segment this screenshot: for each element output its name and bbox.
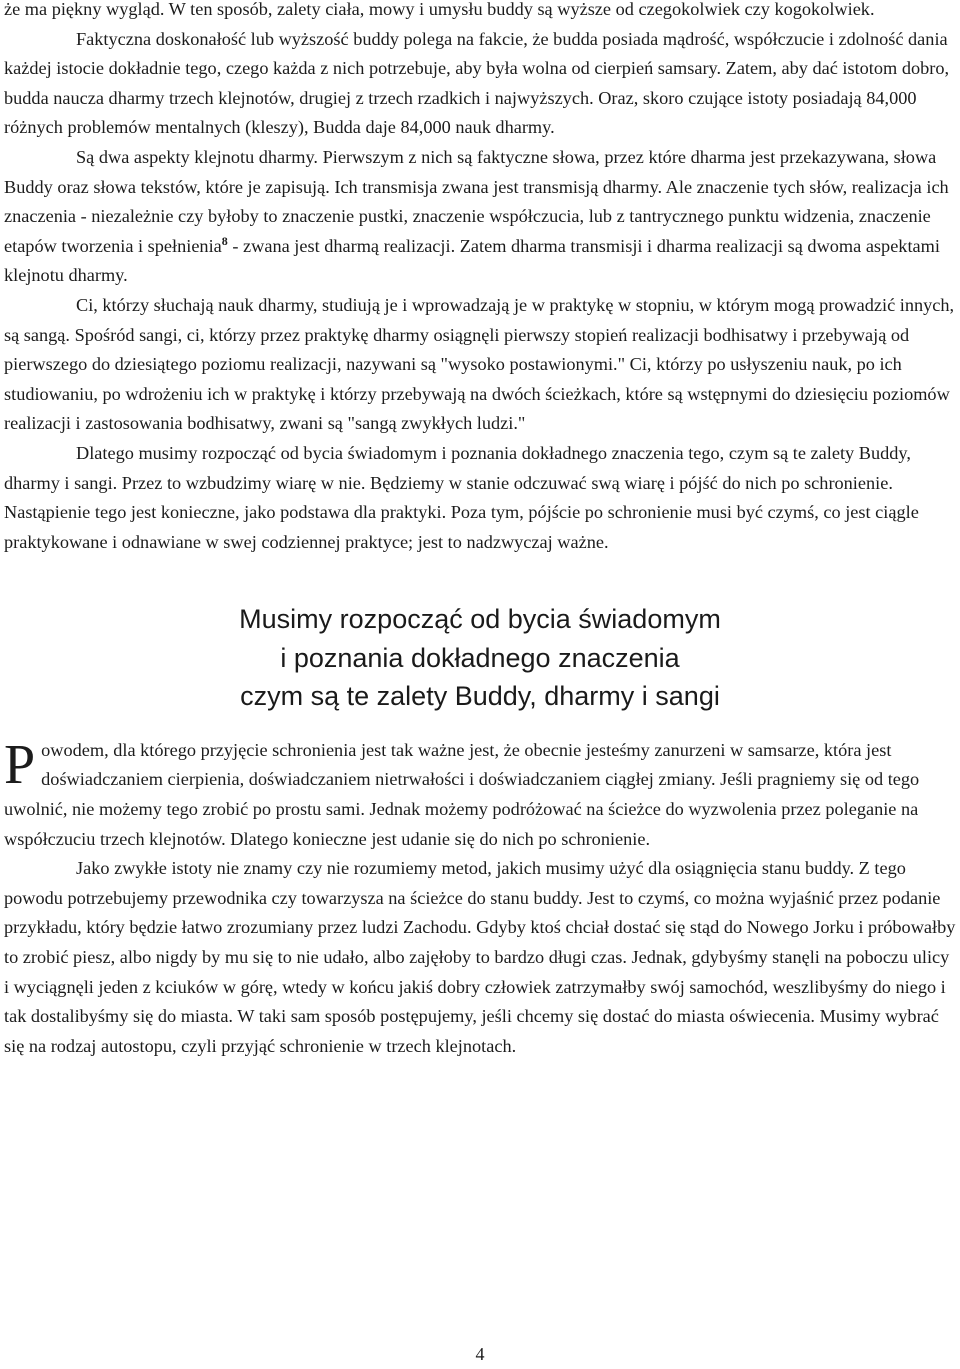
paragraph-continuation: że ma piękny wygląd. W ten sposób, zalety ciała, mowy i umysłu buddy są wyższe od czegokolwiek czy kogokolwiek.: [4, 0, 875, 19]
footnote-marker: 8: [221, 233, 228, 248]
body-section-2: [4, 733, 956, 1062]
drop-cap-letter: P: [4, 733, 36, 796]
paragraph-sangha: Ci, którzy słuchają nauk dharmy, studiują je i wprowadzają je w praktykę w stopniu, w którym mogą prowadzić innych, są sangą. Spośród sangi, ci, którzy przez praktykę dharmy osiągnęli pierwszy stopień realizacji bodhisatwy i przebywają od pierwszego do dziesiątego poziomu realizacji, nazywani są "wysoko postawionymi." Ci, którzy po usłyszeniu nauk, po ich studiowaniu, po wdrożeniu ich w praktykę i którzy przebywają na dwóch ścieżkach, które są wstępnymi do dziesięciu poziomów realizacji i zastosowania bodhisatwy, zwani są "sangą zwykłych ludzi.": [4, 294, 955, 434]
paragraph-refuge-reason: [4, 733, 956, 854]
paragraph-buddha-excellence: Faktyczna doskonałość lub wyższość buddy polega na fakcie, że budda posiada mądrość, współczucie i zdolność dania każdej istocie dokładnie tego, czego każda z nich potrzebuje, aby była wolna od cierpień samsary. Zatem, aby dać istotom dobro, budda naucza dharmy trzech klejnotów, drugiej z trzech rzadkich i najwyższych. Oraz, skoro czujące istoty posiadają 84,000 różnych problemów mentalnych (kleszy), Budda daje 84,000 nauk dharmy.: [4, 28, 950, 138]
paragraph-dharma-aspects: [4, 143, 956, 291]
section-heading-line-2: i poznania dokładnego znaczenia: [280, 642, 680, 673]
page-number: 4: [475, 1344, 485, 1364]
document-page: [4, 0, 956, 1061]
section-heading-line-1: Musimy rozpocząć od bycia świadomym: [239, 604, 721, 635]
paragraph-guide-example: Jako zwykłe istoty nie znamy czy nie rozumiemy metod, jakich musimy użyć dla osiągnięcia stanu buddy. Z tego powodu potrzebujemy przewodnika czy towarzysza na ścieżce do stanu buddy. Jest to czymś, co można wyjaśnić przez podanie przykładu, który będzie łatwo zrozumiany przez ludzi Zachodu. Gdyby ktoś chciał dostać się stąd do Nowego Jorku i próbowałby to zrobić piesz, albo nigdy by mu się to nie udało, albo zajęłoby to bardzo długi czas. Jednak, gdybyśmy stanęli na poboczu ulicy i wyciągnęli jeden z kciuków w górę, wtedy w końcu jakiś dobry człowiek zatrzymałby swój samochód, weszlibyśmy do niego i tak dostalibyśmy się do miasta. W taki sam sposób postępujemy, jeśli chcemy się dostać do miasta oświecenia. Musimy wybrać się na rodzaj autostopu, czyli przyjąć schronienie w trzech klejnotach.: [4, 858, 956, 1056]
section-heading-line-3: czym są te zalety Buddy, dharmy i sangi: [240, 681, 720, 712]
section-heading: [4, 600, 956, 716]
paragraph-refuge-reason-text: owodem, dla którego przyjęcie schronienia jest tak ważne jest, że obecnie jesteśmy zanurzeni w samsarze, która jest doświadczaniem cierpienia, doświadczaniem nietrwałości i doświadczaniem ciągłej zmiany. Jeśli pragniemy się od tego uwolnić, nie możemy tego zrobić po prostu sami. Jednak możemy podróżować na ścieżce do wyzwolenia przez poleganie na współczuciu trzech klejnotów. Dlatego konieczne jest udanie się do nich po schronienie.: [4, 739, 920, 849]
body-section-1: [4, 0, 956, 557]
paragraph-dharma-aspects-text: Są dwa aspekty klejnotu dharmy. Pierwszym z nich są faktyczne słowa, przez które dharma jest przekazywana, słowa Buddy oraz słowa tekstów, które je zapisują. Ich transmisja zwana jest transmisją dharmy. Ale znaczenie tych słów, realizacja ich znaczenia - niezależnie czy byłoby to znaczenie pustki, znaczenie współczucia, lub z tantrycznego punktu widzenia, znaczenie etapów tworzenia i spełnienia: [4, 146, 949, 256]
paragraph-start-awareness: Dlatego musimy rozpocząć od bycia świadomym i poznania dokładnego znaczenia tego, czym są te zalety Buddy, dharmy i sangi. Przez to wzbudzimy wiarę w nie. Będziemy w stanie odczuwać swą wiarę i pójść do nich po schronienie. Nastąpienie tego jest konieczne, jako podstawa dla praktyki. Poza tym, pójście po schronienie musi być czymś, co jest ciągle praktykowane i odnawiane w swej codziennej praktyce; jest to nadzwyczaj ważne.: [4, 442, 919, 552]
paragraph-dharma-aspects-text-end: - zwana jest dharmą realizacji. Zatem dharma transmisji i dharma realizacji są dwoma aspektami klejnotu dharmy.: [4, 235, 940, 286]
